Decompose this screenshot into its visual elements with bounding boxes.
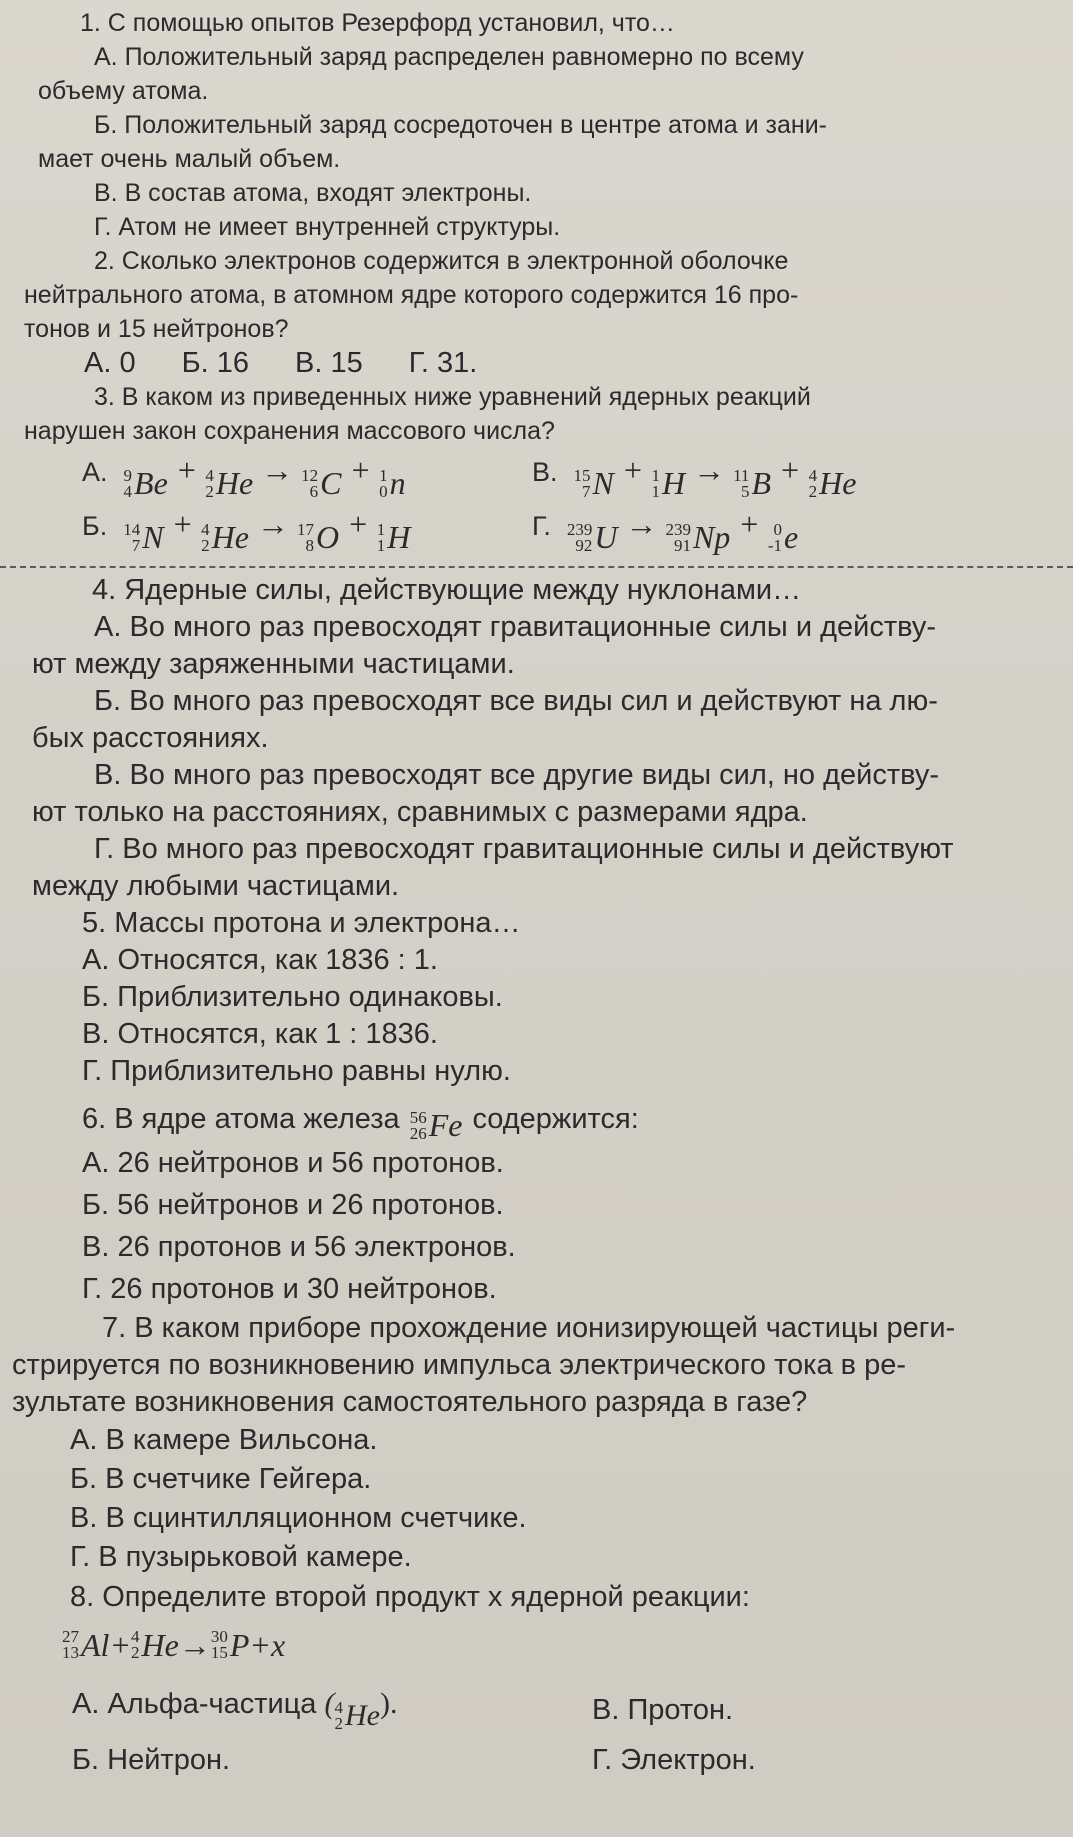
q1-option-b-line1: Б. Положительный заряд сосредоточен в центре атома и зани- [94, 111, 828, 139]
question-3-line2: нарушен закон сохранения массового числа? [24, 417, 555, 445]
question-6-title: 6. В ядре атома железа 56 26 Fe содержится: [12, 1096, 1061, 1142]
q6-option-b: Б. 56 нейтронов и 26 протонов. [82, 1189, 504, 1221]
question-7-line1: 7. В каком приборе прохождение ионизирующей частицы реги- [102, 1312, 956, 1344]
question-3-line1: 3. В каком из приведенных ниже уравнений ядерных реакций [94, 383, 811, 411]
nuclide: 1 1 H [651, 465, 686, 501]
nuclide: 15 7 N [573, 465, 614, 501]
q4-option-c-line1: В. Во много раз превосходят все другие виды сил, но действу- [94, 759, 940, 791]
question-4-title: 4. Ядерные силы, действующие между нуклонами… [92, 574, 802, 606]
nuclide: 4 2 He [201, 519, 249, 555]
nuclide: 11 5 B [733, 465, 771, 501]
nuclide: 4 2 He [334, 1698, 380, 1733]
q7-option-d: Г. В пузырьковой камере. [70, 1541, 412, 1573]
dashed-cut-line [0, 566, 1073, 568]
q1-option-a-line2: объему атома. [38, 77, 209, 105]
q8-options-row1 [12, 1681, 1061, 1739]
q5-option-d: Г. Приблизительно равны нулю. [82, 1055, 511, 1087]
q6-option-d: Г. 26 протонов и 30 нейтронов. [82, 1273, 497, 1305]
q3-equation-g: Г. 239 92 U → 239 91 Np + 0 -1 e [532, 505, 799, 555]
q2-options [12, 346, 1061, 380]
q1-option-a-line1: А. Положительный заряд распределен равномерно по всему [94, 43, 804, 71]
q5-option-a: А. Относятся, как 1836 : 1. [82, 944, 438, 976]
nuclide: 4 2 He [808, 465, 857, 501]
q2-option-b: Б. 16 [181, 347, 249, 379]
q7-option-b: Б. В счетчике Гейгера. [70, 1463, 372, 1495]
q3-equation-a: А. 9 4 Be + 4 2 He → 12 6 C + 1 0 n [82, 451, 406, 501]
q8-option-b: Б. Нейтрон. [72, 1744, 231, 1776]
question-7-line2: стрируется по возникновению импульса электрического тока в ре- [12, 1349, 907, 1381]
nuclide: 239 92 U [566, 519, 618, 555]
q8-option-g: Г. Электрон. [592, 1744, 756, 1776]
nuclide: 1 0 n [379, 465, 406, 501]
q4-option-a-line1: А. Во много раз превосходят гравитационные силы и действу- [94, 611, 937, 643]
nuclide: 9 4 Be [123, 465, 168, 501]
q5-option-c: В. Относятся, как 1 : 1836. [82, 1018, 438, 1050]
nuclide: 27 13 Al [62, 1626, 110, 1663]
q4-option-a-line2: ют между заряженными частицами. [32, 648, 515, 680]
nuclide: 14 7 N [123, 519, 164, 555]
q6-option-a: А. 26 нейтронов и 56 протонов. [82, 1147, 504, 1179]
q1-option-b-line2: мает очень малый объем. [38, 145, 341, 173]
nuclide: 56 26 Fe [409, 1107, 463, 1142]
q7-option-a: А. В камере Вильсона. [70, 1424, 378, 1456]
question-2-line3: тонов и 15 нейтронов? [24, 315, 289, 343]
q8-option-v: В. Протон. [592, 1694, 734, 1726]
q1-option-d: Г. Атом не имеет внутренней структуры. [94, 213, 561, 241]
q4-option-d-line2: между любыми частицами. [32, 870, 400, 902]
q6-option-c: В. 26 протонов и 56 электронов. [82, 1231, 516, 1263]
q2-option-c: В. 15 [295, 347, 363, 379]
q7-option-c: В. В сцинтилляционном счетчике. [70, 1502, 527, 1534]
q3-equations-row1 [12, 448, 1061, 502]
q2-option-d: Г. 31. [408, 347, 478, 379]
question-2-line1: 2. Сколько электронов содержится в электронной оболочке [94, 247, 789, 275]
nuclide: 1 1 H [376, 519, 411, 555]
nuclide: 4 2 He [131, 1626, 179, 1663]
q2-option-a: А. 0 [84, 347, 136, 379]
nuclide: 0 -1 e [767, 519, 799, 555]
q4-option-b-line1: Б. Во много раз превосходят все виды сил и действуют на лю- [94, 685, 938, 717]
nuclide: 17 8 O [296, 519, 340, 555]
q1-option-c: В. В состав атома, входят электроны. [94, 179, 532, 207]
question-7-line3: зультате возникновения самостоятельного разряда в газе? [12, 1386, 808, 1418]
q5-option-b: Б. Приблизительно одинаковы. [82, 981, 503, 1013]
nuclide: 12 6 C [301, 465, 342, 501]
question-8-title: 8. Определите второй продукт x ядерной реакции: [70, 1581, 750, 1613]
question-5-title: 5. Массы протона и электрона… [82, 907, 521, 939]
nuclide: 30 15 P [210, 1626, 250, 1663]
q3-equation-v: В. 15 7 N + 1 1 H → 11 5 B + 4 2 He [532, 451, 857, 501]
q8-reaction: 27 13 Al + 4 2 He → 30 15 P + x [62, 1626, 286, 1663]
q4-option-d-line1: Г. Во много раз превосходят гравитационные силы и действуют [94, 833, 954, 865]
q4-option-c-line2: ют только на расстояниях, сравнимых с размерами ядра. [32, 796, 808, 828]
nuclide: 4 2 He [205, 465, 254, 501]
q3-equation-b: Б. 14 7 N + 4 2 He → 17 8 O + 1 1 H [82, 505, 411, 555]
q8-options-row2 [12, 1739, 1061, 1781]
q4-option-b-line2: бых расстояниях. [32, 722, 269, 754]
question-2-line2: нейтрального атома, в атомном ядре которого содержится 16 про- [24, 281, 799, 309]
question-1-title: 1. С помощью опытов Резерфорд установил, что… [80, 9, 675, 37]
q3-equations-row2 [12, 502, 1061, 556]
q8-option-a: А. Альфа-частица ( 4 2 He ). [12, 1683, 592, 1737]
nuclide: 239 91 Np [665, 519, 731, 555]
